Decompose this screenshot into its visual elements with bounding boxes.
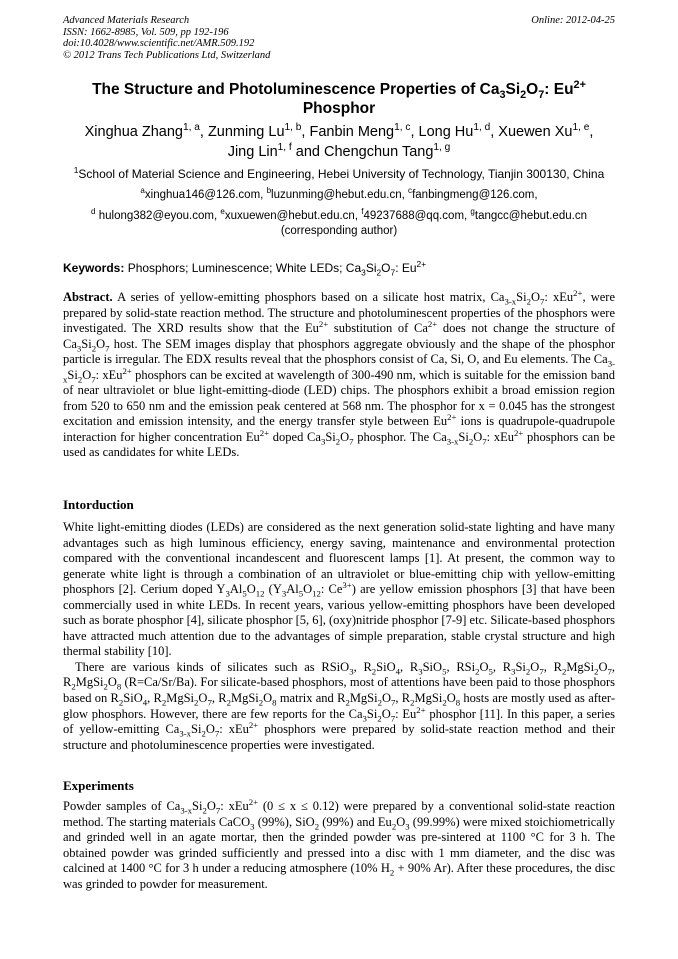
intro-text: phosphors were prepared by solid-state reaction method and their structure and photoluminescence properties were investigated.	[63, 722, 615, 752]
email-sup: b	[266, 186, 272, 196]
sub: 2	[202, 805, 207, 816]
author-sup: 1, c	[394, 122, 411, 134]
abstract-text: Si	[458, 429, 469, 444]
intro-text: ) are yellow emission phosphors [3] that have been commercially used in white LEDs. In recent years, various yellow-emitting phosphors have been developed such as borate phosphor [4], silicate phosphor [5, 6], (oxy)nitride phosphor [7-9] etc. Silicate-based phosphors have attracted much attention due to the advantages of simple preparation, stable crystal structure and high thermal stability [10].	[63, 582, 615, 659]
author-name: Fanbin Meng	[309, 124, 395, 140]
title-text: O	[526, 81, 539, 98]
sub: 7	[207, 697, 212, 708]
sub: 2	[525, 666, 531, 677]
sub: 2	[345, 697, 350, 708]
sup: 2+	[259, 427, 270, 438]
intro-text: O	[598, 659, 608, 674]
intro-text: SiO	[422, 659, 443, 674]
sub: 2	[389, 867, 395, 878]
abstract-text: , were prepared by solid-state reaction method. The structure and photoluminescent properties of the phosphors were investigated. The XRD results show that the Eu	[63, 290, 615, 336]
exp-text: Si	[192, 799, 203, 813]
exp-text: Powder samples of Ca	[63, 799, 181, 813]
exp-text: O	[206, 799, 216, 813]
sup: 2+	[513, 427, 524, 438]
sub: 2	[391, 821, 397, 832]
exp-text: : xEu	[220, 799, 249, 813]
sub: 7	[214, 728, 220, 739]
email-link[interactable]: tangcc@hebut.edu.cn	[474, 209, 587, 222]
sub: 3	[320, 436, 326, 447]
abstract-text: Si	[516, 290, 527, 304]
intro-text: White light-emitting diodes (LEDs) are considered as the next generation solid-state lighting and have many advantages such as high luminous efficiency, energy saving, maintenance and environmental protection compared with the conventional incandescent and fluorescent lamps [1]. At present, the common way to generate white light is through a combination of an ultraviolet or blue-emitting chip with yellow-emitting phosphors [2]. Cerium doped Y	[63, 520, 615, 597]
email-sup: f	[361, 206, 364, 216]
title-text: : Eu	[544, 81, 574, 98]
email-link[interactable]: xuxuewen@hebut.edu.cn,	[224, 209, 359, 222]
intro-text: Si	[366, 706, 378, 721]
sub: 7	[349, 436, 354, 447]
sub: 2	[118, 697, 124, 708]
sup: 2+	[573, 287, 583, 298]
sub: 2	[194, 697, 199, 708]
sub: 7	[539, 666, 544, 677]
intro-text: matrix and R	[276, 691, 346, 706]
affiliation-text: School of Material Science and Engineering, Hebei University of Technology, Tianjin 300130, China	[78, 167, 605, 181]
sub: 2	[314, 821, 320, 832]
sub: 3	[405, 821, 410, 832]
sub: 2	[335, 436, 341, 447]
kw-text: : Eu	[395, 261, 417, 275]
abstract-text: : xEu	[95, 367, 123, 382]
intro-text: Si	[515, 659, 526, 674]
intro-text: O	[107, 675, 117, 690]
sub: 5	[442, 666, 447, 677]
sub: 3	[250, 821, 255, 832]
sub: 2	[410, 697, 415, 708]
sub: 3	[362, 713, 367, 724]
email-sup: d	[91, 206, 96, 216]
sub: 3	[281, 588, 287, 599]
sub: 4	[142, 697, 148, 708]
sub: 3	[349, 666, 354, 677]
issn-line: ISSN: 1662-8985, Vol. 509, pp 192-196	[63, 26, 229, 38]
sub: 7	[390, 713, 396, 724]
abstract-text: O	[473, 429, 483, 444]
sub: 4	[395, 666, 400, 677]
abstract-text: phosphors can be excited at wavelength of 300-490 nm, which is suitable for the emission band of near ultraviolet or blue light-emitting-diode (LED) chips. The phosphors exhibit a broad emission region from 520 to 650 nm and the emission peak centered at 568 nm. The phosphor for x = 0.045 has the strongest excitation and emission intensity, and the energy transfer style between Eu	[63, 367, 616, 429]
sub: 5	[298, 588, 304, 599]
experiments-body	[63, 796, 616, 892]
intro-text: , R	[543, 659, 562, 674]
kw-sup: 2+	[416, 259, 427, 269]
sub: 2	[226, 697, 231, 708]
intro-text: O	[381, 706, 391, 721]
intro-text: O	[263, 691, 273, 706]
title-sub: 7	[538, 89, 545, 102]
intro-text: , R	[211, 691, 227, 706]
sub: 3-x	[180, 805, 193, 816]
keywords	[63, 260, 615, 276]
abstract-text: A series of yellow-emitting phosphors based on a silicate host matrix, Ca	[117, 290, 505, 304]
sub: 5	[488, 666, 493, 677]
intro-text: MgSi	[349, 691, 378, 706]
sub: 3	[511, 666, 516, 677]
sub: 2	[561, 666, 567, 677]
intro-text: There are various kinds of silicates such as RSiO	[75, 659, 350, 674]
author-name: Long Hu	[418, 124, 474, 140]
author-name: Xinghua Zhang	[84, 124, 183, 140]
email-link[interactable]: luzunming@hebut.edu.cn,	[271, 189, 405, 201]
sub: 2	[91, 343, 97, 354]
intro-text: O	[479, 659, 489, 674]
sub: 2	[161, 697, 167, 708]
abstract-text: doped Ca	[269, 429, 321, 444]
exp-text: + 90% Ar). After these procedures, the disc was grinded to powder for measurement.	[63, 861, 616, 891]
keywords-label: Keywords:	[63, 261, 125, 275]
abstract-text: O	[96, 336, 106, 351]
sub: 2	[71, 681, 76, 692]
intro-text: (Y	[264, 582, 282, 597]
intro-text: O	[205, 722, 215, 737]
intro-text: , RSi	[446, 659, 476, 674]
email-link[interactable]: 49237688@qq.com,	[363, 209, 468, 222]
intro-text: : xEu	[219, 722, 249, 737]
author-name: Chengchun Tang	[324, 144, 434, 160]
abstract-text: Si	[67, 367, 78, 382]
exp-text: (99%), SiO	[254, 814, 315, 829]
sub: 7	[105, 343, 110, 354]
author-and: and	[295, 144, 320, 160]
kw-sub: 3	[361, 267, 366, 278]
abstract-text: : xEu	[544, 290, 574, 304]
abstract-text: phosphor. The Ca	[353, 429, 447, 444]
author-name: Xuewen Xu	[498, 124, 573, 140]
sup: 2+	[318, 318, 329, 329]
abstract-text: ions is quadrupole-quadrupole interaction for higher concentration Eu	[63, 414, 615, 444]
intro-text: hosts are mostly used as after-glow phosphors. However, there are few reports for the Ca	[63, 691, 615, 721]
journal-name: Advanced Materials Research	[63, 15, 190, 26]
abstract-text: O	[530, 290, 540, 304]
email-link[interactable]: hulong382@eyou.com,	[98, 209, 218, 222]
intro-text: Si	[191, 722, 202, 737]
email-sup: e	[220, 206, 225, 216]
sub: 2	[475, 666, 480, 677]
corresponding-note: (corresponding author)	[280, 225, 398, 237]
sup: 2+	[427, 318, 438, 329]
author-sup: 1, e	[572, 122, 590, 134]
intro-text: MgSi	[566, 659, 595, 674]
intro-text: , R	[492, 659, 512, 674]
sup: 2+	[248, 796, 259, 807]
email-sup: a	[140, 186, 145, 196]
intro-text: : Eu	[395, 706, 417, 721]
intro-paragraph	[63, 520, 615, 660]
intro-text: O	[198, 691, 208, 706]
sub: 7	[91, 374, 96, 385]
intro-text: : Ce	[320, 582, 343, 597]
title-text: Si	[505, 81, 521, 98]
sub: 2	[377, 697, 382, 708]
kw-sub: 7	[390, 267, 396, 278]
email-link[interactable]: xinghua146@126.com,	[144, 189, 264, 201]
sub: 7	[482, 436, 487, 447]
sub: 2	[526, 296, 531, 307]
sub: 3-x	[179, 728, 191, 739]
sub: 2	[103, 681, 108, 692]
sub: 12	[255, 588, 265, 599]
intro-text: , R	[63, 659, 616, 690]
sub: 7	[607, 666, 612, 677]
intro-text: MgSi	[166, 691, 195, 706]
intro-text: O	[246, 582, 256, 597]
sub: 8	[272, 697, 277, 708]
email-sup: c	[408, 186, 413, 196]
intro-text: (R=Ca/Sr/Ba). For silicate-based phosphors, most of attentions have been paid to those phosphors based on R	[63, 675, 615, 706]
abstract-text: : xEu	[486, 429, 514, 444]
sub: 2	[77, 374, 83, 385]
kw-text: O	[381, 261, 391, 275]
sub: 12	[312, 588, 321, 599]
intro-text: O	[446, 691, 456, 706]
abstract-text: does not change the structure of Ca	[63, 321, 615, 351]
section-heading-introduction: Intorduction	[63, 497, 134, 512]
abstract	[63, 287, 616, 461]
sub: 2	[201, 728, 206, 739]
sub: 7	[215, 805, 221, 816]
author-sup: 1, b	[284, 122, 302, 134]
author-name: Zunming Lu	[207, 124, 285, 140]
abstract-text: O	[340, 429, 350, 444]
kw-text: Si	[365, 261, 377, 275]
abstract-label: Abstract.	[63, 290, 113, 304]
author-sup: 1, d	[473, 122, 491, 134]
intro-text: SiO	[376, 659, 396, 674]
author-sup: 1, f	[277, 142, 292, 154]
author-sup: 1, a	[182, 122, 200, 134]
title-sub: 3	[499, 89, 506, 102]
intro-text: , R	[147, 691, 162, 706]
author-name: Jing Lin	[227, 144, 278, 160]
affiliation-sup: 1	[73, 165, 79, 175]
sub: 5	[242, 588, 247, 599]
abstract-text: phosphors can be used as candidates for white LEDs.	[63, 429, 615, 460]
intro-text: , R	[400, 659, 419, 674]
intro-text: Al	[229, 582, 243, 597]
sup: 2+	[248, 719, 259, 730]
exp-text: (99.99%) were mixed stoichiometrically and grinded well in an agate mortar, then the grinded powder was pre-sintered at 1100 °C for 3 h. The obtained powder was grinded sufficiently and pressed into a disc with 1 mm diameter, and the disc was calcined at 1400 °C for 3 h under a reducing atmosphere (10% H	[63, 814, 615, 876]
sub: 2	[377, 713, 382, 724]
sub: 3	[418, 666, 423, 677]
sub: 2	[594, 666, 599, 677]
abstract-text: Si	[325, 429, 336, 444]
sub: 8	[455, 697, 461, 708]
sup: 3+	[342, 580, 352, 591]
intro-text: , R	[395, 691, 411, 706]
abstract-text: host. The SEM images display that phosphors aggregate obviously and the shape of the phosphor particle is irregular. The EDX results reveal that the phosphors consist of Ca, Si, O, and Eu elements. The Ca	[63, 336, 615, 367]
intro-text: phosphor [11]. In this paper, a series of yellow-emitting Ca	[63, 706, 616, 737]
sup: 2+	[416, 704, 426, 715]
exp-text: (0 ≤ x ≤ 0.12) were prepared by a conventional solid-state reaction method. The starting materials CaCO	[63, 799, 615, 829]
introduction-body	[63, 520, 615, 753]
doi-line: doi:10.4028/www.scientific.net/AMR.509.192	[63, 38, 255, 49]
journal-header	[63, 15, 615, 61]
email-sup: g	[470, 206, 475, 216]
kw-sub: 2	[376, 267, 382, 278]
intro-text: MgSi	[230, 691, 259, 706]
sub: 7	[391, 697, 396, 708]
author-sup: 1, g	[433, 142, 451, 154]
keywords-text: Phosphors; Luminescence; White LEDs; Ca	[127, 261, 362, 275]
abstract-text: substitution of Ca	[328, 321, 428, 336]
title-text: Phosphor	[302, 100, 376, 117]
sub: 2	[442, 697, 447, 708]
author-list: Xinghua Zhang$^{1, a}$, Zunming Lu$^{1, b}$, Fanbin Meng$^{1, c}$, Long Hu$^{1, d}$, Xuewen Xu$^{1, e}$, Jing Lin$^{1, f}$ and Chengchun Tang$^{1, g}$	[84, 122, 594, 160]
sub: 2	[468, 436, 474, 447]
sub: 3	[225, 588, 230, 599]
sub: 2	[258, 697, 264, 708]
intro-text: Al	[286, 582, 299, 597]
sub: 8	[116, 681, 122, 692]
sup: 2+	[447, 412, 457, 423]
title-text: The Structure and Photoluminescence Properties of Ca	[92, 81, 500, 98]
sub: 3-x	[446, 436, 459, 447]
sub: 3-x	[63, 358, 615, 385]
sub: 2	[371, 666, 377, 677]
abstract-text: Si	[81, 336, 92, 351]
copyright-line: © 2012 Trans Tech Publications Ltd, Switzerland	[63, 49, 271, 61]
title-sub: 2	[520, 89, 527, 102]
paper-title	[63, 80, 615, 118]
intro-text: O	[381, 691, 392, 706]
email-list	[60, 188, 618, 240]
experiments-paragraph	[63, 796, 616, 892]
intro-text: O	[530, 659, 540, 674]
sub: 7	[540, 296, 545, 307]
sup: 2+	[122, 365, 132, 376]
title-sup: 2+	[573, 78, 586, 91]
sub: 3-x	[504, 296, 517, 307]
online-date: Online: 2012-04-25	[531, 15, 615, 26]
intro-text: SiO	[123, 691, 143, 706]
intro-text: MgSi	[414, 691, 443, 706]
sub: 3	[76, 343, 82, 354]
exp-text: (99%) and Eu	[319, 814, 392, 829]
abstract-text: O	[82, 367, 92, 382]
intro-text: MgSi	[75, 675, 104, 690]
section-heading-experiments: Experiments	[63, 778, 134, 793]
email-link[interactable]: fanbingmeng@126.com,	[412, 189, 538, 201]
intro-text: O	[303, 582, 313, 597]
exp-text: O	[396, 814, 406, 829]
affiliation	[60, 166, 618, 182]
intro-paragraph	[63, 660, 615, 753]
intro-text: , R	[353, 659, 372, 674]
